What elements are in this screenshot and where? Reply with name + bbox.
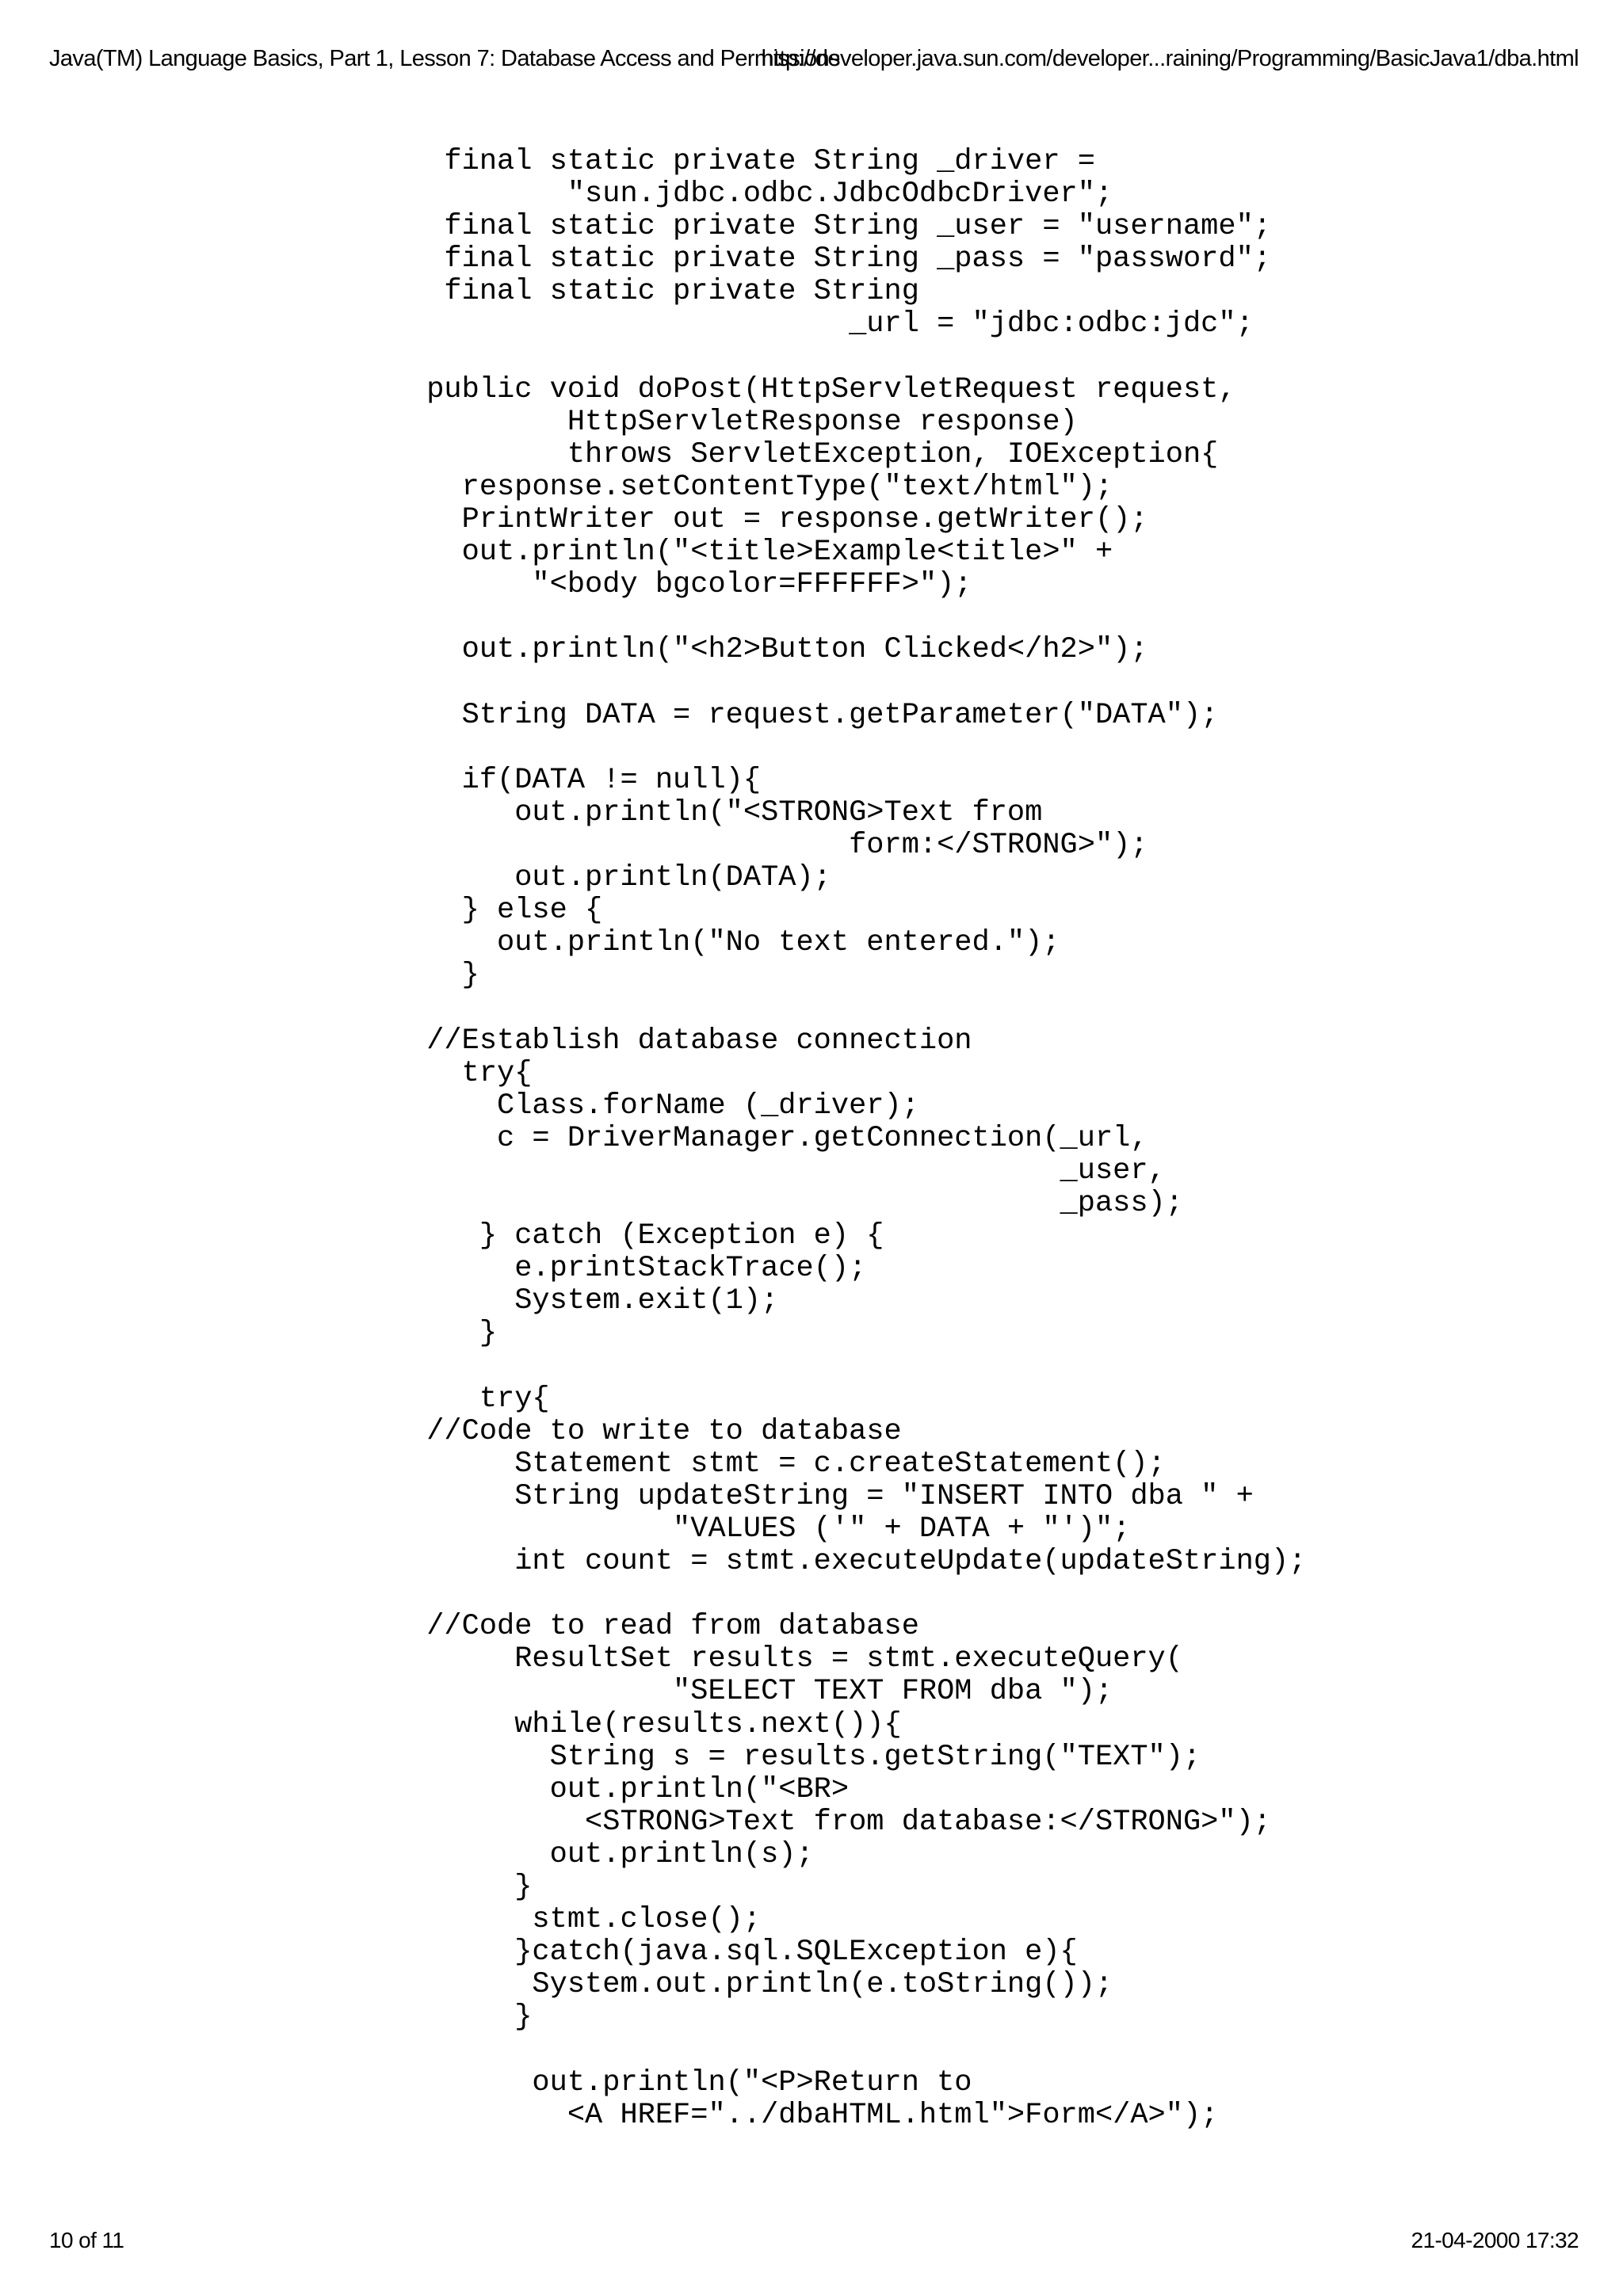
code-line: out.println("<BR> <box>409 1772 850 1806</box>
code-line: Class.forName (_driver); <box>409 1089 919 1123</box>
code-line: out.println(DATA); <box>409 861 831 895</box>
code-line: stmt.close(); <box>409 1903 762 1937</box>
code-line: //Establish database connection <box>409 1024 972 1058</box>
page-header-title: Java(TM) Language Basics, Part 1, Lesson 7: Database Access and Permissions <box>49 46 840 71</box>
code-line: while(results.next()){ <box>409 1707 902 1741</box>
code-line: System.exit(1); <box>409 1284 779 1318</box>
code-line <box>409 1350 1306 1383</box>
code-line <box>409 667 1306 700</box>
code-line <box>409 2034 1306 2066</box>
code-line: try{ <box>409 1382 550 1416</box>
code-line: System.out.println(e.toString()); <box>409 1968 1113 2002</box>
code-line: public void doPost(HttpServletRequest request, <box>409 372 1236 406</box>
code-line: final static private String <box>409 275 919 309</box>
code-line: String s = results.getString("TEXT"); <box>409 1740 1201 1774</box>
code-line: out.println(s); <box>409 1837 814 1871</box>
code-line: try{ <box>409 1056 533 1090</box>
code-line: e.printStackTrace(); <box>409 1252 867 1286</box>
code-line: } <box>409 1870 533 1904</box>
code-line: response.setContentType("text/html"); <box>409 470 1113 504</box>
code-line: Statement stmt = c.createStatement(); <box>409 1447 1166 1481</box>
page-header-url: http://developer.java.sun.com/developer...raining/Programming/BasicJava1/dba.html <box>761 46 1579 71</box>
code-line <box>409 341 1306 374</box>
code-line: final static private String _driver = <box>409 145 1095 178</box>
code-listing <box>409 146 1306 2132</box>
code-line: throws ServletException, IOException{ <box>409 437 1219 471</box>
code-line: _user, <box>409 1154 1166 1188</box>
code-line: if(DATA != null){ <box>409 763 762 797</box>
code-line: out.println("No text entered."); <box>409 926 1060 960</box>
code-line: PrintWriter out = response.getWriter(); <box>409 503 1148 537</box>
code-line: //Code to write to database <box>409 1414 902 1448</box>
code-line: c = DriverManager.getConnection(_url, <box>409 1121 1148 1155</box>
code-line: _url = "jdbc:odbc:jdc"; <box>409 307 1254 341</box>
code-line: } else { <box>409 894 603 928</box>
code-line: out.println("<P>Return to <box>409 2065 972 2100</box>
code-line: } <box>409 1317 498 1351</box>
code-line: out.println("<h2>Button Clicked</h2>"); <box>409 633 1148 667</box>
code-line <box>409 1578 1306 1611</box>
code-line: out.println("<title>Example<title>" + <box>409 536 1113 570</box>
code-line <box>409 732 1306 765</box>
code-line: "SELECT TEXT FROM dba "); <box>409 1675 1113 1709</box>
code-line <box>409 992 1306 1024</box>
code-line: String DATA = request.getParameter("DATA"); <box>409 698 1219 732</box>
code-line: String updateString = "INSERT INTO dba " + <box>409 1479 1254 1513</box>
code-line: ResultSet results = stmt.executeQuery( <box>409 1642 1183 1676</box>
code-line: int count = stmt.executeUpdate(updateString); <box>409 1545 1307 1579</box>
page-number: 10 of 11 <box>49 2228 124 2252</box>
code-line: final static private String _pass = "password"; <box>409 242 1271 277</box>
code-line: final static private String _user = "username"; <box>409 210 1271 244</box>
code-line: //Code to read from database <box>409 1610 919 1644</box>
code-line: "<body bgcolor=FFFFFF>"); <box>409 568 972 602</box>
code-line: out.println("<STRONG>Text from <box>409 795 1043 830</box>
code-line: "VALUES ('" + DATA + "')"; <box>409 1512 1131 1546</box>
code-line: _pass); <box>409 1187 1183 1220</box>
code-line: "sun.jdbc.odbc.JdbcOdbcDriver"; <box>409 177 1113 212</box>
code-line: <A HREF="../dbaHTML.html">Form</A>"); <box>409 2098 1219 2132</box>
code-line: } catch (Exception e) { <box>409 1219 884 1253</box>
code-line: form:</STRONG>"); <box>409 828 1148 862</box>
code-line <box>409 601 1306 634</box>
code-line: }catch(java.sql.SQLException e){ <box>409 1936 1078 1970</box>
code-line: } <box>409 959 479 993</box>
print-date: 21-04-2000 17:32 <box>1411 2228 1579 2252</box>
code-line: } <box>409 2000 533 2035</box>
code-line: <STRONG>Text from database:</STRONG>"); <box>409 1805 1271 1839</box>
code-line: HttpServletResponse response) <box>409 405 1078 439</box>
